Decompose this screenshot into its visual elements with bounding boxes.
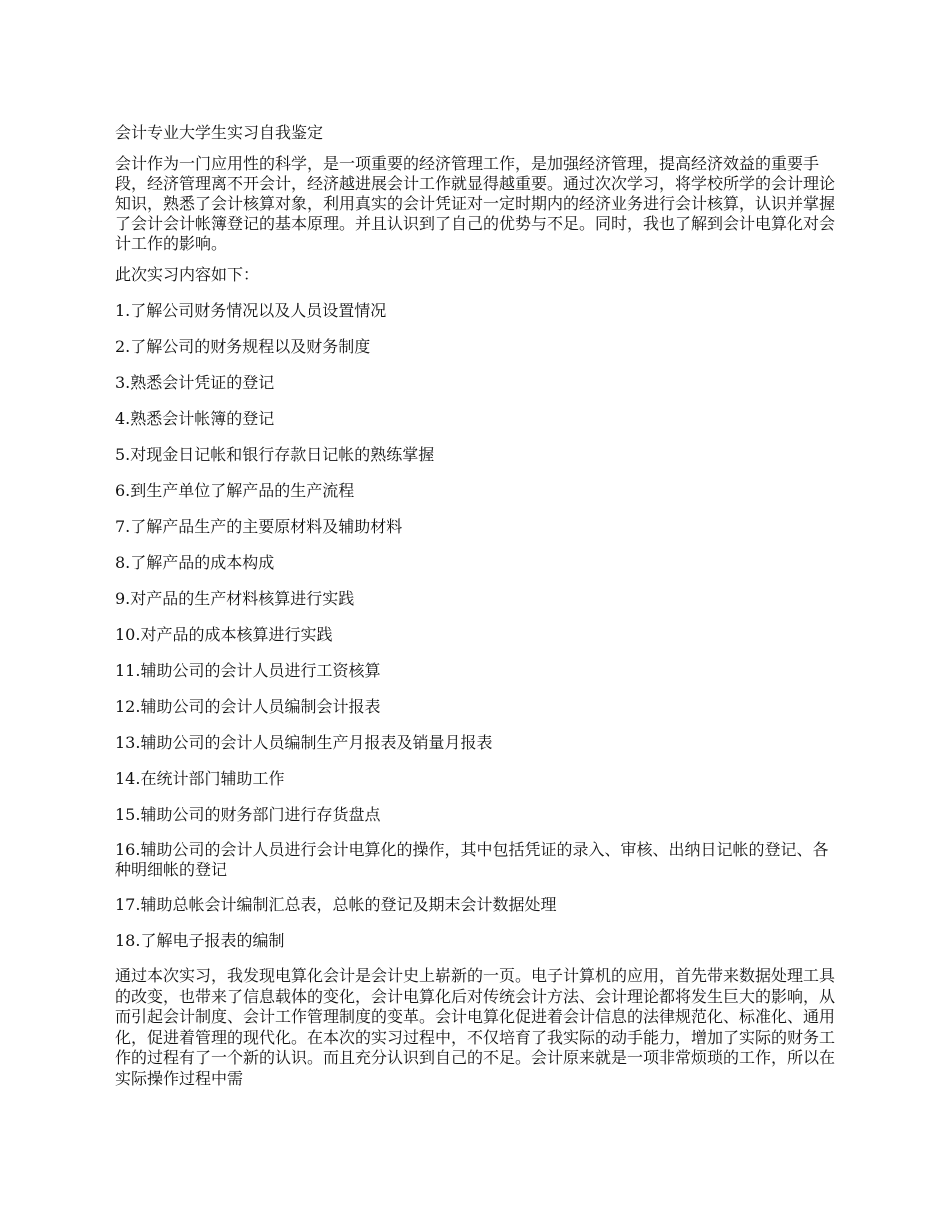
intro-paragraph: 会计作为一门应用性的科学，是一项重要的经济管理工作，是加强经济管理，提高经济效益的重要手段，经济管理离不开会计，经济越进展会计工作就显得越重要。通过次次学习，将学校所学的会计理论知识，熟悉了会计核算对象，利用真实的会计凭证对一定时期内的经济业务进行会计核算，认识并掌握了会计会计帐簿登记的基本原理。并且认识到了自己的优势与不足。同时，我也了解到会计电算化对会计工作的影响。	[115, 154, 836, 253]
document-title: 会计专业大学生实习自我鉴定	[115, 123, 324, 142]
list-item: 12.辅助公司的会计人员编制会计报表	[115, 697, 381, 716]
closing-paragraph: 通过本次实习，我发现电算化会计是会计史上崭新的一页。电子计算机的应用，首先带来数据处理工具的改变，也带来了信息载体的变化，会计电算化后对传统会计方法、会计理论都将发生巨大的影响，从而引起会计制度、会计工作管理制度的变革。会计电算化促进着会计信息的法律规范化、标准化、通用化，促进着管理的现代化。在本次的实习过程中，不仅培育了我实际的动手能力，增加了实际的财务工作的过程有了一个新的认识。而且充分认识到自己的不足。会计原来就是一项非常烦琐的工作，所以在实际操作过程中需	[115, 966, 836, 1088]
list-item: 9.对产品的生产材料核算进行实践	[115, 589, 355, 608]
list-item: 17.辅助总帐会计编制汇总表，总帐的登记及期末会计数据处理	[115, 895, 557, 914]
list-item: 18.了解电子报表的编制	[115, 931, 285, 950]
list-item: 4.熟悉会计帐簿的登记	[115, 409, 275, 428]
list-item: 14.在统计部门辅助工作	[115, 769, 285, 788]
list-item: 2.了解公司的财务规程以及财务制度	[115, 337, 371, 356]
list-item: 15.辅助公司的财务部门进行存货盘点	[115, 805, 381, 824]
document-body	[115, 122, 840, 1099]
list-item: 5.对现金日记帐和银行存款日记帐的熟练掌握	[115, 445, 435, 464]
content-list	[115, 300, 840, 952]
list-item: 8.了解产品的成本构成	[115, 553, 275, 572]
list-item: 1.了解公司财务情况以及人员设置情况	[115, 301, 387, 320]
list-item: 10.对产品的成本核算进行实践	[115, 625, 333, 644]
list-item: 3.熟悉会计凭证的登记	[115, 373, 275, 392]
list-item: 11.辅助公司的会计人员进行工资核算	[115, 661, 381, 680]
list-item: 6.到生产单位了解产品的生产流程	[115, 481, 355, 500]
list-item: 16.辅助公司的会计人员进行会计电算化的操作，其中包括凭证的录入、审核、出纳日记帐的登记、各种明细帐的登记	[115, 840, 829, 879]
list-heading: 此次实习内容如下：	[115, 265, 260, 284]
list-item: 13.辅助公司的会计人员编制生产月报表及销量月报表	[115, 733, 493, 752]
list-item: 7.了解产品生产的主要原材料及辅助材料	[115, 517, 403, 536]
